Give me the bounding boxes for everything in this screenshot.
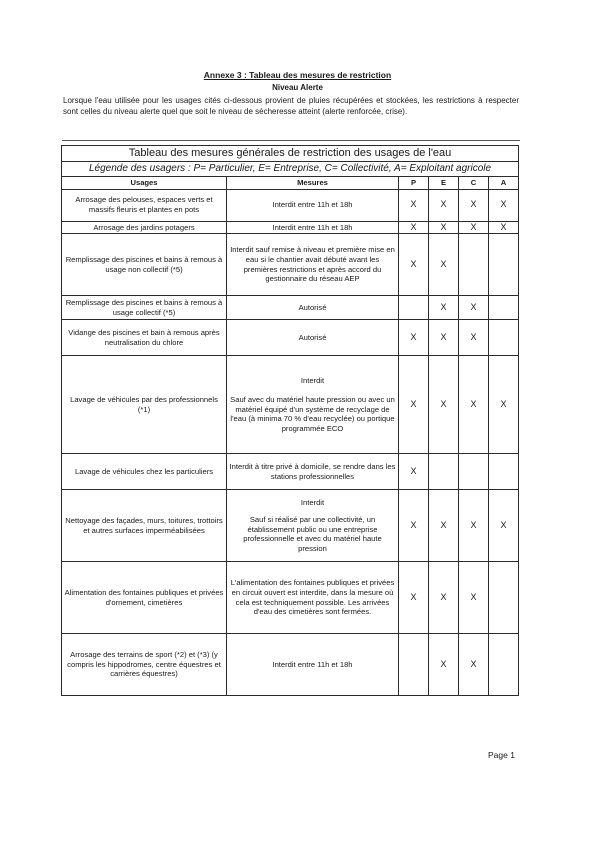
annex-title: Annexe 3 : Tableau des mesures de restriction bbox=[203, 70, 392, 80]
table-row bbox=[62, 234, 519, 296]
mark-p: X bbox=[399, 490, 429, 562]
table-title: Tableau des mesures générales de restriction des usages de l'eau bbox=[62, 146, 519, 162]
mark-e: X bbox=[429, 490, 459, 562]
mark-e: X bbox=[429, 562, 459, 634]
usage-cell: Nettoyage des façades, murs, toitures, trottoirs et autres surfaces imperméabilisées bbox=[62, 490, 227, 562]
table-row bbox=[62, 356, 519, 454]
table-row bbox=[62, 221, 519, 234]
mark-c: X bbox=[459, 320, 489, 356]
mark-a bbox=[489, 234, 519, 296]
table-legend: Légende des usagers : P= Particulier, E= Entreprise, C= Collectivité, A= Exploitant agricole bbox=[62, 162, 519, 177]
usage-cell: Arrosage des terrains de sport (*2) et (*3) (y compris les hippodromes, centre équestres et carrières équestres) bbox=[62, 634, 227, 696]
column-header-c: C bbox=[459, 176, 489, 189]
mark-a bbox=[489, 562, 519, 634]
measure-heading: Interdit bbox=[300, 375, 325, 385]
restriction-table bbox=[61, 145, 519, 696]
mark-a: X bbox=[489, 356, 519, 454]
measure-cell: L'alimentation des fontaines publiques et privées en circuit ouvert est interdite, dans la mesure où cela est techniquement possible. Les arrivées d'eau des cimetières sont fermées. bbox=[227, 562, 399, 634]
mark-a bbox=[489, 296, 519, 320]
table-row bbox=[62, 320, 519, 356]
alert-level: Niveau Alerte bbox=[272, 83, 323, 92]
mark-p bbox=[399, 634, 429, 696]
measure-cell bbox=[227, 490, 399, 562]
mark-p: X bbox=[399, 234, 429, 296]
mark-a bbox=[489, 634, 519, 696]
table-row bbox=[62, 562, 519, 634]
mark-e bbox=[429, 454, 459, 490]
table-row bbox=[62, 189, 519, 221]
table-row bbox=[62, 296, 519, 320]
mark-p: X bbox=[399, 189, 429, 221]
mark-a bbox=[489, 320, 519, 356]
mark-p: X bbox=[399, 356, 429, 454]
table-header-row bbox=[62, 176, 519, 189]
mark-e: X bbox=[429, 356, 459, 454]
mark-a: X bbox=[489, 189, 519, 221]
column-header-a: A bbox=[489, 176, 519, 189]
column-header-usages: Usages bbox=[62, 176, 227, 189]
measure-detail: Sauf avec du matériel haute pression ou avec un matériel équipé d'un système de recyclage de l'eau (à minima 70 % d'eau recyclée) ou portique programmée ECO bbox=[230, 395, 395, 433]
usage-cell: Arrosage des pelouses, espaces verts et massifs fleuris et plantes en pots bbox=[62, 189, 227, 221]
mark-a: X bbox=[489, 221, 519, 234]
usage-cell: Arrosage des jardins potagers bbox=[62, 221, 227, 234]
measure-detail: Sauf si réalisé par une collectivité, un établissement public ou une entreprise professionnelle et avec du matériel haute pression bbox=[243, 515, 382, 553]
mark-a: X bbox=[489, 490, 519, 562]
mark-c: X bbox=[459, 356, 489, 454]
table-row bbox=[62, 490, 519, 562]
mark-c: X bbox=[459, 221, 489, 234]
mark-c: X bbox=[459, 490, 489, 562]
mark-p: X bbox=[399, 562, 429, 634]
mark-a bbox=[489, 454, 519, 490]
table-row bbox=[62, 454, 519, 490]
measure-cell: Interdit sauf remise à niveau et première mise en eau si le chantier avait débuté avant les premières restrictions et après accord du gestionnaire du réseau AEP bbox=[227, 234, 399, 296]
mark-e: X bbox=[429, 320, 459, 356]
usage-cell: Alimentation des fontaines publiques et privées d'ornement, cimetières bbox=[62, 562, 227, 634]
mark-c: X bbox=[459, 296, 489, 320]
column-header-e: E bbox=[429, 176, 459, 189]
usage-cell: Lavage de véhicules par des professionnels (*1) bbox=[62, 356, 227, 454]
usage-cell: Remplissage des piscines et bains à remous à usage collectif (*5) bbox=[62, 296, 227, 320]
mark-e: X bbox=[429, 221, 459, 234]
usage-cell: Remplissage des piscines et bains à remous à usage non collectif (*5) bbox=[62, 234, 227, 296]
mark-c bbox=[459, 234, 489, 296]
mark-e: X bbox=[429, 189, 459, 221]
mark-c: X bbox=[459, 562, 489, 634]
column-header-p: P bbox=[399, 176, 429, 189]
usage-cell: Lavage de véhicules chez les particuliers bbox=[62, 454, 227, 490]
mark-c: X bbox=[459, 634, 489, 696]
measure-cell: Interdit entre 11h et 18h bbox=[227, 634, 399, 696]
mark-p bbox=[399, 296, 429, 320]
column-header-mesures: Mesures bbox=[227, 176, 399, 189]
measure-cell: Interdit entre 11h et 18h bbox=[227, 189, 399, 221]
mark-c: X bbox=[459, 189, 489, 221]
mark-c bbox=[459, 454, 489, 490]
measure-cell: Interdit entre 11h et 18h bbox=[227, 221, 399, 234]
mark-p: X bbox=[399, 320, 429, 356]
mark-e: X bbox=[429, 234, 459, 296]
divider bbox=[62, 140, 520, 141]
page-number: Page 1 bbox=[488, 750, 515, 760]
table-row bbox=[62, 634, 519, 696]
usage-cell: Vidange des piscines et bain à remous après neutralisation du chlore bbox=[62, 320, 227, 356]
mark-e: X bbox=[429, 296, 459, 320]
measure-cell: Autorisé bbox=[227, 296, 399, 320]
mark-p: X bbox=[399, 454, 429, 490]
measure-cell: Interdit à titre privé à domicile, se rendre dans les stations professionnelles bbox=[227, 454, 399, 490]
measure-heading: Interdit bbox=[300, 497, 325, 507]
measure-cell bbox=[227, 356, 399, 454]
intro-paragraph: Lorsque l'eau utilisée pour les usages cités ci-dessous provient de pluies récupérées et stockées, les restrictions à respecter sont celles du niveau alerte quel que soit le niveau de sécheresse atteint (alerte renforcée, crise). bbox=[63, 96, 519, 116]
mark-e: X bbox=[429, 634, 459, 696]
measure-cell: Autorisé bbox=[227, 320, 399, 356]
mark-p: X bbox=[399, 221, 429, 234]
